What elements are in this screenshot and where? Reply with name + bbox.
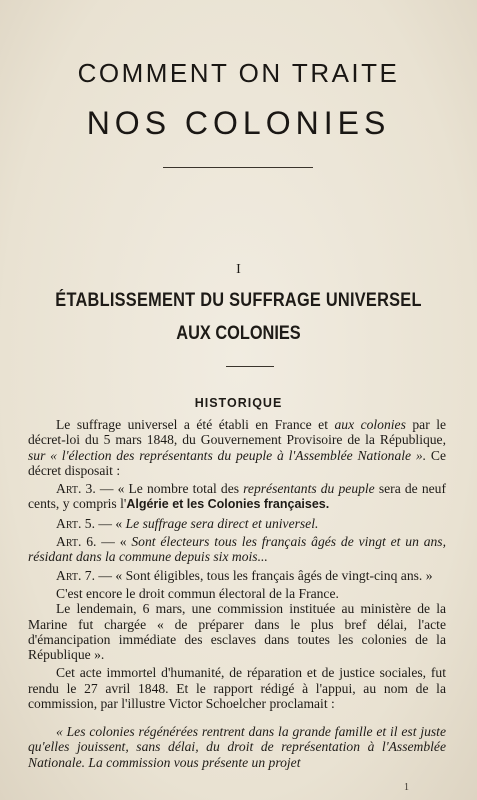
article-6	[28, 534, 446, 565]
paragraph-commission: Le lendemain, 6 mars, une commission instituée au ministère de la Marine fut chargée « de préparer dans le plus bref délai, l'acte d'émancipation immédiate des esclaves dans toutes les colonies de la République ».	[28, 601, 446, 663]
page-folio: 1	[404, 782, 409, 793]
text-span: Le suffrage universel a été établi en France et	[56, 417, 335, 432]
body-text	[28, 417, 446, 711]
article-3	[28, 481, 446, 513]
article-label: Art. 7.	[56, 567, 95, 583]
text-span-italic: Sont électeurs tous les français âgés de vingt et un ans, résidant dans la commune depuis six mois...	[28, 534, 446, 565]
paragraph-acte: Cet acte immortel d'humanité, de réparation et de justice sociales, fut rendu le 27 avril 1848. Et le rapport rédigé à l'appui, au nom de la commission, par l'illustre Victor Schoelcher proclamait :	[28, 665, 446, 712]
main-title-line2: NOS COLONIES	[86, 105, 391, 141]
article-label: Art. 6.	[56, 534, 97, 550]
article-7	[28, 568, 446, 583]
text-span-italic: aux colonies	[334, 417, 406, 432]
paragraph-intro	[28, 417, 446, 478]
text-span-italic: sur « l'élection des représentants du peuple à l'Assemblée Nationale ».	[28, 447, 427, 463]
text-span: par le décret-loi du 5 mars 1848, du Gouvernement Provisoire de la République,	[28, 417, 447, 448]
text-span: sera de neuf cents, y compris l'	[28, 481, 446, 512]
section-number: I	[236, 262, 241, 277]
text-span-italic: Le suffrage sera direct et universel.	[125, 515, 319, 531]
article-label: Art. 3.	[56, 481, 96, 497]
text-span: — « Sont éligibles, tous les français âgés de vingt-cinq ans. »	[95, 567, 433, 583]
quotation-block	[28, 724, 446, 770]
article-5	[28, 516, 446, 531]
text-span: Ce décret disposait :	[28, 447, 447, 478]
section-divider	[226, 366, 274, 367]
text-span: — «	[95, 515, 126, 531]
main-title-line1: COMMENT ON TRAITE	[77, 58, 400, 88]
section-title-line2: AUX COLONIES	[176, 323, 301, 344]
quotation-text: « Les colonies régénérées rentrent dans la grande famille et il est juste qu'elles jouissent, sans délai, du droit de représentation à l'Assemblée Nationale. La commission vous présente un projet	[28, 724, 446, 770]
subheading-historique: HISTORIQUE	[194, 396, 283, 410]
text-span-bold: Algérie et les Colonies françaises.	[126, 497, 330, 512]
title-divider	[163, 167, 313, 168]
section-title-line1: ÉTABLISSEMENT DU SUFFRAGE UNIVERSEL	[55, 290, 422, 311]
text-span: — «	[96, 534, 132, 550]
article-label: Art. 5.	[56, 515, 95, 531]
text-span-italic: représentants du peuple	[243, 481, 375, 497]
text-span: — « Le nombre total des	[95, 481, 244, 497]
paragraph-droit-commun: C'est encore le droit commun électoral de la France.	[56, 585, 339, 601]
